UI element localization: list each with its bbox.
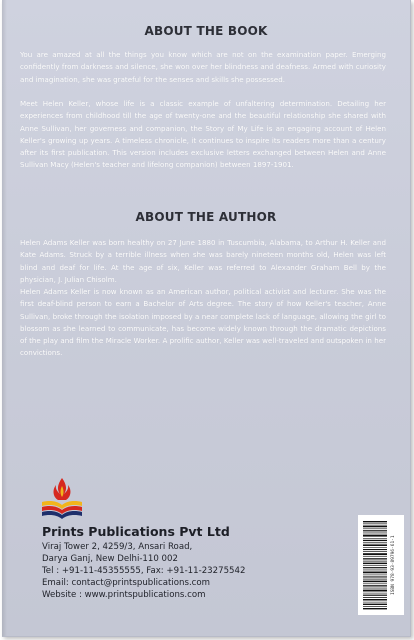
barcode-icon (360, 515, 392, 615)
publisher-website: Website : www.printspublications.com (42, 590, 206, 600)
about-author-heading: ABOUT THE AUTHOR (135, 210, 277, 224)
publisher-address-line-2: Darya Ganj, New Delhi-110 002 (42, 554, 178, 564)
about-book-paragraph-1: You are amazed at all the things you know which are not on the examination paper. Emerging confidently from darkness and silence, she won over her blindness and deafness. Armed with curiosity and imagination, she was grateful for the senses and skills she possessed. (20, 50, 386, 84)
barcode-panel (358, 515, 404, 615)
publisher-name: Prints Publications Pvt Ltd (42, 524, 230, 539)
about-book-paragraph-2: Meet Helen Keller, whose life is a classic example of unfaltering determination. Detailing her experiences from childhood till the age of twenty-one and the beautiful relationship she shared with Anne Sullivan, her governess and companion, the Story of My Life is an engaging account of Helen Keller's growing up years. A timeless chronicle, it continues to inspire its readers more than a century after its first publication. This version includes exclusive letters exchanged between Helen and Anne Sullivan Macy (Helen's teacher and lifelong companion) between 1897-1901. (20, 99, 386, 170)
isbn-number: ISBN 978-93-89796-61-1 (391, 535, 396, 595)
publisher-phone: Tel : +91-11-45355555, Fax: +91-11-23275542 (42, 566, 246, 576)
spine-shadow (2, 0, 7, 636)
about-author-paragraph-1: Helen Adams Keller was born healthy on 27 June 1880 in Tuscumbia, Alabama, to Arthur H. Keller and Kate Adams. Struck by a terrible illness when she was barely nineteen months old, Helen was left blind and deaf for life. At the age of six, Keller was referred to Alexander Graham Bell by the physician, J. Julian Chisolm. (20, 238, 386, 284)
about-author-paragraph-2: Helen Adams Keller is now known as an American author, political activist and lecturer. She was the first deaf-blind person to earn a Bachelor of Arts degree. The story of how Keller's teacher, Anne Sullivan, broke through the isolation imposed by a near complete lack of language, allowing the girl to blossom as she learned to communicate, has become widely known through the dramatic depictions of the play and film the Miracle Worker. A prolific author, Keller was well-traveled and outspoken in her convictions. (20, 287, 386, 358)
about-book-heading: ABOUT THE BOOK (144, 24, 268, 38)
publisher-email: Email: contact@printspublications.com (42, 578, 211, 588)
back-cover (2, 0, 411, 637)
book-flame-logo-icon (38, 476, 86, 520)
publisher-address-line-1: Viraj Tower 2, 4259/3, Ansari Road, (42, 542, 193, 552)
